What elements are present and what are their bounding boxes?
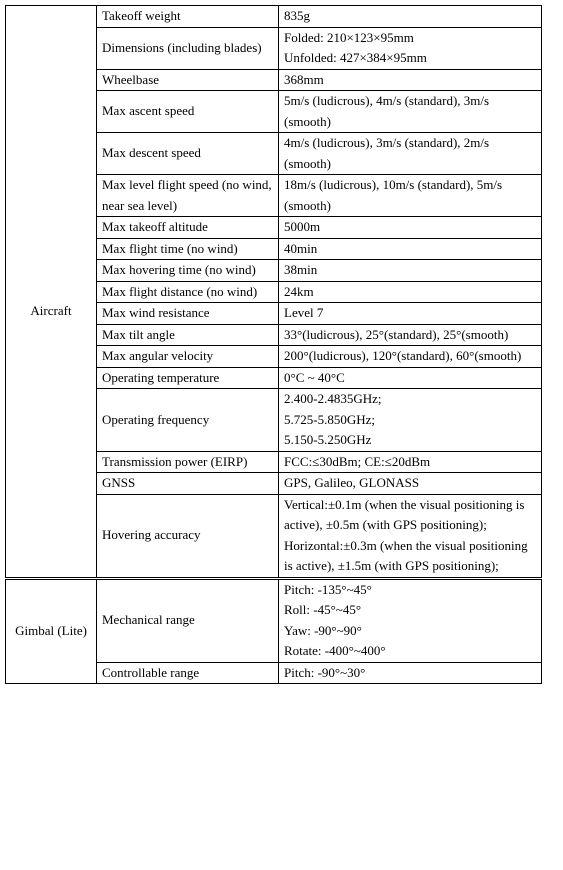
value-line: 200°(ludicrous), 120°(standard), 60°(smooth) bbox=[284, 348, 522, 363]
property-value bbox=[279, 303, 542, 325]
value-line: 368mm bbox=[284, 71, 324, 87]
property-label: Operating frequency bbox=[97, 389, 279, 452]
property-label: Max flight distance (no wind) bbox=[97, 281, 279, 303]
value-line: 24km bbox=[284, 283, 314, 299]
property-value bbox=[279, 367, 542, 389]
value-line: Unfolded: 427×384×95mm bbox=[284, 50, 427, 65]
value-line: 5.725-5.850GHz; bbox=[284, 411, 375, 427]
value-line: 5000m bbox=[284, 219, 321, 234]
value-line: Horizontal:±0.3m (when the visual positioning is active), ±1.5m (with GPS positioning); bbox=[284, 537, 528, 573]
property-label: Takeoff weight bbox=[97, 6, 279, 28]
value-line: 0°C ~ 40°C bbox=[284, 369, 345, 385]
property-value bbox=[279, 346, 542, 368]
property-label: Max tilt angle bbox=[97, 324, 279, 346]
value-line: 5m/s (ludicrous), 4m/s (standard), 3m/s (smooth) bbox=[284, 93, 490, 129]
spec-row bbox=[6, 6, 542, 28]
property-label: Max takeoff altitude bbox=[97, 217, 279, 239]
property-label: Max level flight speed (no wind, near sea level) bbox=[97, 175, 279, 217]
value-line: 835g bbox=[284, 8, 310, 23]
property-label: Max wind resistance bbox=[97, 303, 279, 325]
value-line: Level 7 bbox=[284, 305, 324, 320]
property-label: Dimensions (including blades) bbox=[97, 27, 279, 69]
property-value bbox=[279, 27, 542, 69]
property-value bbox=[279, 389, 542, 452]
property-value bbox=[279, 69, 542, 91]
specifications-table-body bbox=[6, 6, 542, 684]
value-line: FCC:≤30dBm; CE:≤20dBm bbox=[284, 453, 431, 469]
property-label: Operating temperature bbox=[97, 367, 279, 389]
property-value bbox=[279, 578, 542, 662]
category-cell-gimbal-lite: Gimbal (Lite) bbox=[6, 578, 97, 684]
property-label: Max angular velocity bbox=[97, 346, 279, 368]
property-value bbox=[279, 473, 542, 495]
property-value bbox=[279, 494, 542, 578]
property-value bbox=[279, 6, 542, 28]
value-line: 4m/s (ludicrous), 3m/s (standard), 2m/s (smooth) bbox=[284, 135, 490, 171]
property-value bbox=[279, 217, 542, 239]
property-value bbox=[279, 662, 542, 684]
value-line: Roll: -45°~45° bbox=[284, 602, 362, 617]
property-label: Max hovering time (no wind) bbox=[97, 260, 279, 282]
value-line: Vertical:±0.1m (when the visual positioning is active), ±0.5m (with GPS positioning); bbox=[284, 496, 525, 532]
property-label: Mechanical range bbox=[97, 578, 279, 662]
property-value bbox=[279, 281, 542, 303]
value-line: GPS, Galileo, GLONASS bbox=[284, 475, 420, 490]
value-line: 33°(ludicrous), 25°(standard), 25°(smooth) bbox=[284, 326, 509, 342]
property-value bbox=[279, 175, 542, 217]
value-line: 5.150-5.250GHz bbox=[284, 432, 372, 447]
property-label: GNSS bbox=[97, 473, 279, 495]
property-value bbox=[279, 238, 542, 260]
property-value bbox=[279, 133, 542, 175]
value-line: Yaw: -90°~90° bbox=[284, 622, 362, 638]
property-value bbox=[279, 91, 542, 133]
property-value bbox=[279, 324, 542, 346]
property-label: Max ascent speed bbox=[97, 91, 279, 133]
value-line: 18m/s (ludicrous), 10m/s (standard), 5m/s (smooth) bbox=[284, 177, 503, 213]
spec-row bbox=[6, 578, 542, 662]
value-line: Rotate: -400°~400° bbox=[284, 643, 386, 658]
value-line: 40min bbox=[284, 240, 318, 256]
category-cell-aircraft: Aircraft bbox=[6, 6, 97, 579]
value-line: 38min bbox=[284, 262, 318, 277]
property-label: Max flight time (no wind) bbox=[97, 238, 279, 260]
value-line: Folded: 210×123×95mm bbox=[284, 29, 414, 45]
property-value bbox=[279, 260, 542, 282]
property-value bbox=[279, 451, 542, 473]
value-line: Pitch: -90°~30° bbox=[284, 664, 366, 680]
value-line: Pitch: -135°~45° bbox=[284, 581, 372, 597]
property-label: Max descent speed bbox=[97, 133, 279, 175]
property-label: Transmission power (EIRP) bbox=[97, 451, 279, 473]
value-line: 2.400-2.4835GHz; bbox=[284, 391, 382, 406]
property-label: Wheelbase bbox=[97, 69, 279, 91]
specifications-table bbox=[5, 5, 542, 684]
property-label: Hovering accuracy bbox=[97, 494, 279, 578]
property-label: Controllable range bbox=[97, 662, 279, 684]
